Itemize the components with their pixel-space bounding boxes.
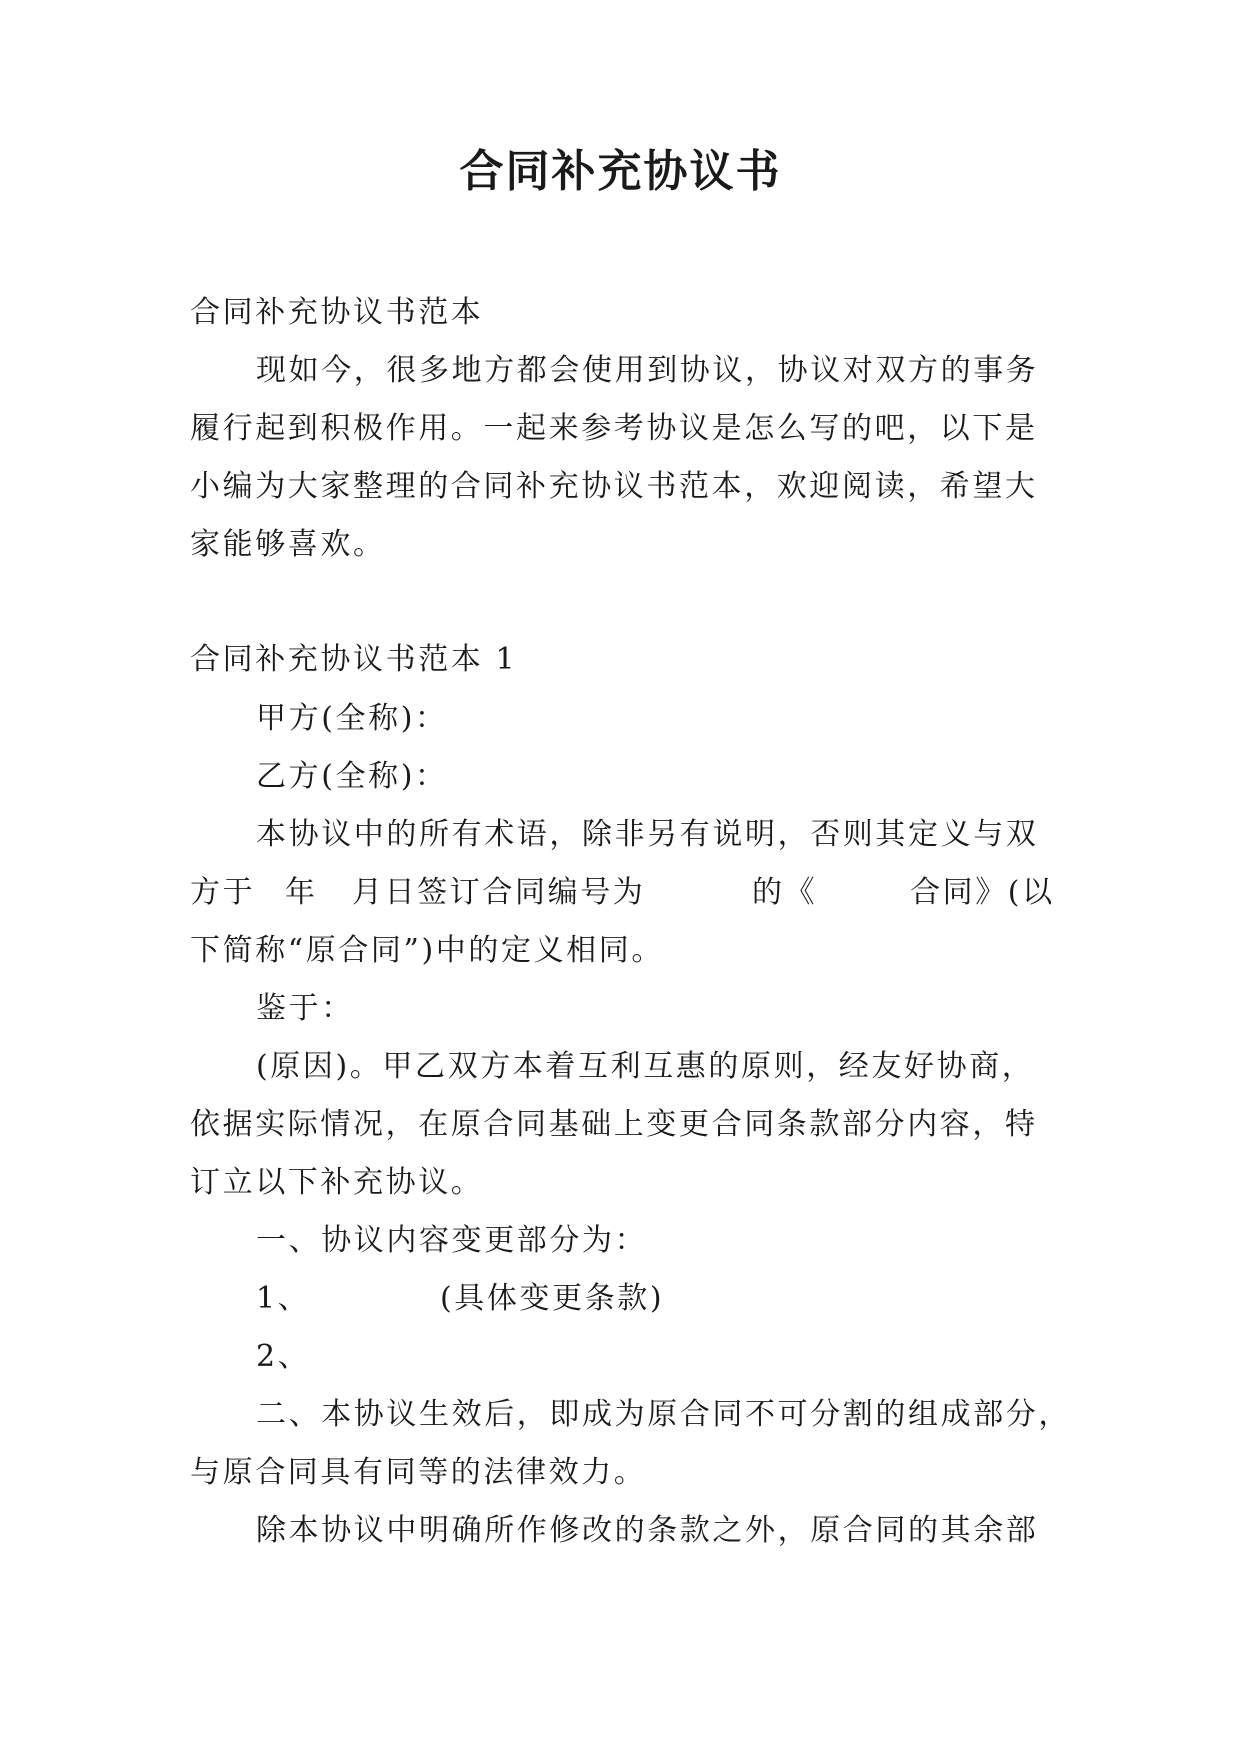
item-1-text: (具体变更条款)	[440, 1281, 665, 1316]
intro-line-1: 现如今，很多地方都会使用到协议，协议对双方的事务	[256, 353, 1039, 388]
intro-line-2: 履行起到积极作用。一起来参考协议是怎么写的吧，以下是	[190, 411, 1038, 446]
terms-line-1: 本协议中的所有术语，除非另有说明，否则其定义与双	[256, 817, 1039, 852]
intro-line-4: 家能够喜欢。	[190, 527, 386, 562]
whereas-line: 鉴于：	[256, 991, 354, 1026]
terms-line-2-part1: 方于	[190, 875, 256, 910]
party-a-line: 甲方(全称)：	[256, 701, 448, 736]
section-2-line-2: 与原合同具有同等的法律效力。	[190, 1455, 647, 1490]
sample-heading: 合同补充协议书范本 1	[190, 642, 518, 677]
reason-line-3: 订立以下补充协议。	[190, 1165, 484, 1200]
terms-line-3: 下简称“原合同”)中的定义相同。	[190, 933, 664, 968]
terms-line-2-part5: 合同》(以	[910, 875, 1055, 910]
document-title: 合同补充协议书	[459, 146, 782, 197]
intro-line-3: 小编为大家整理的合同补充协议书范本，欢迎阅读，希望大	[190, 469, 1038, 504]
reason-line-1: (原因)。甲乙双方本着互利互惠的原则，经友好协商，	[256, 1049, 1035, 1084]
section-1-heading: 一、协议内容变更部分为：	[256, 1223, 648, 1258]
reason-line-2: 依据实际情况，在原合同基础上变更合同条款部分内容，特	[190, 1107, 1038, 1142]
item-1-number: 1、	[256, 1281, 311, 1316]
terms-line-2-part2: 年	[285, 875, 318, 910]
item-2-number: 2、	[256, 1339, 311, 1374]
last-line: 除本协议中明确所作修改的条款之外，原合同的其余部	[256, 1513, 1039, 1548]
party-b-line: 乙方(全称)：	[256, 759, 448, 794]
intro-heading: 合同补充协议书范本	[190, 295, 484, 330]
terms-line-2-part3: 月日签订合同编号为	[352, 875, 646, 910]
section-2-line-1: 二、本协议生效后，即成为原合同不可分割的组成部分，	[256, 1397, 1071, 1432]
terms-line-2-part4: 的《	[752, 875, 818, 910]
